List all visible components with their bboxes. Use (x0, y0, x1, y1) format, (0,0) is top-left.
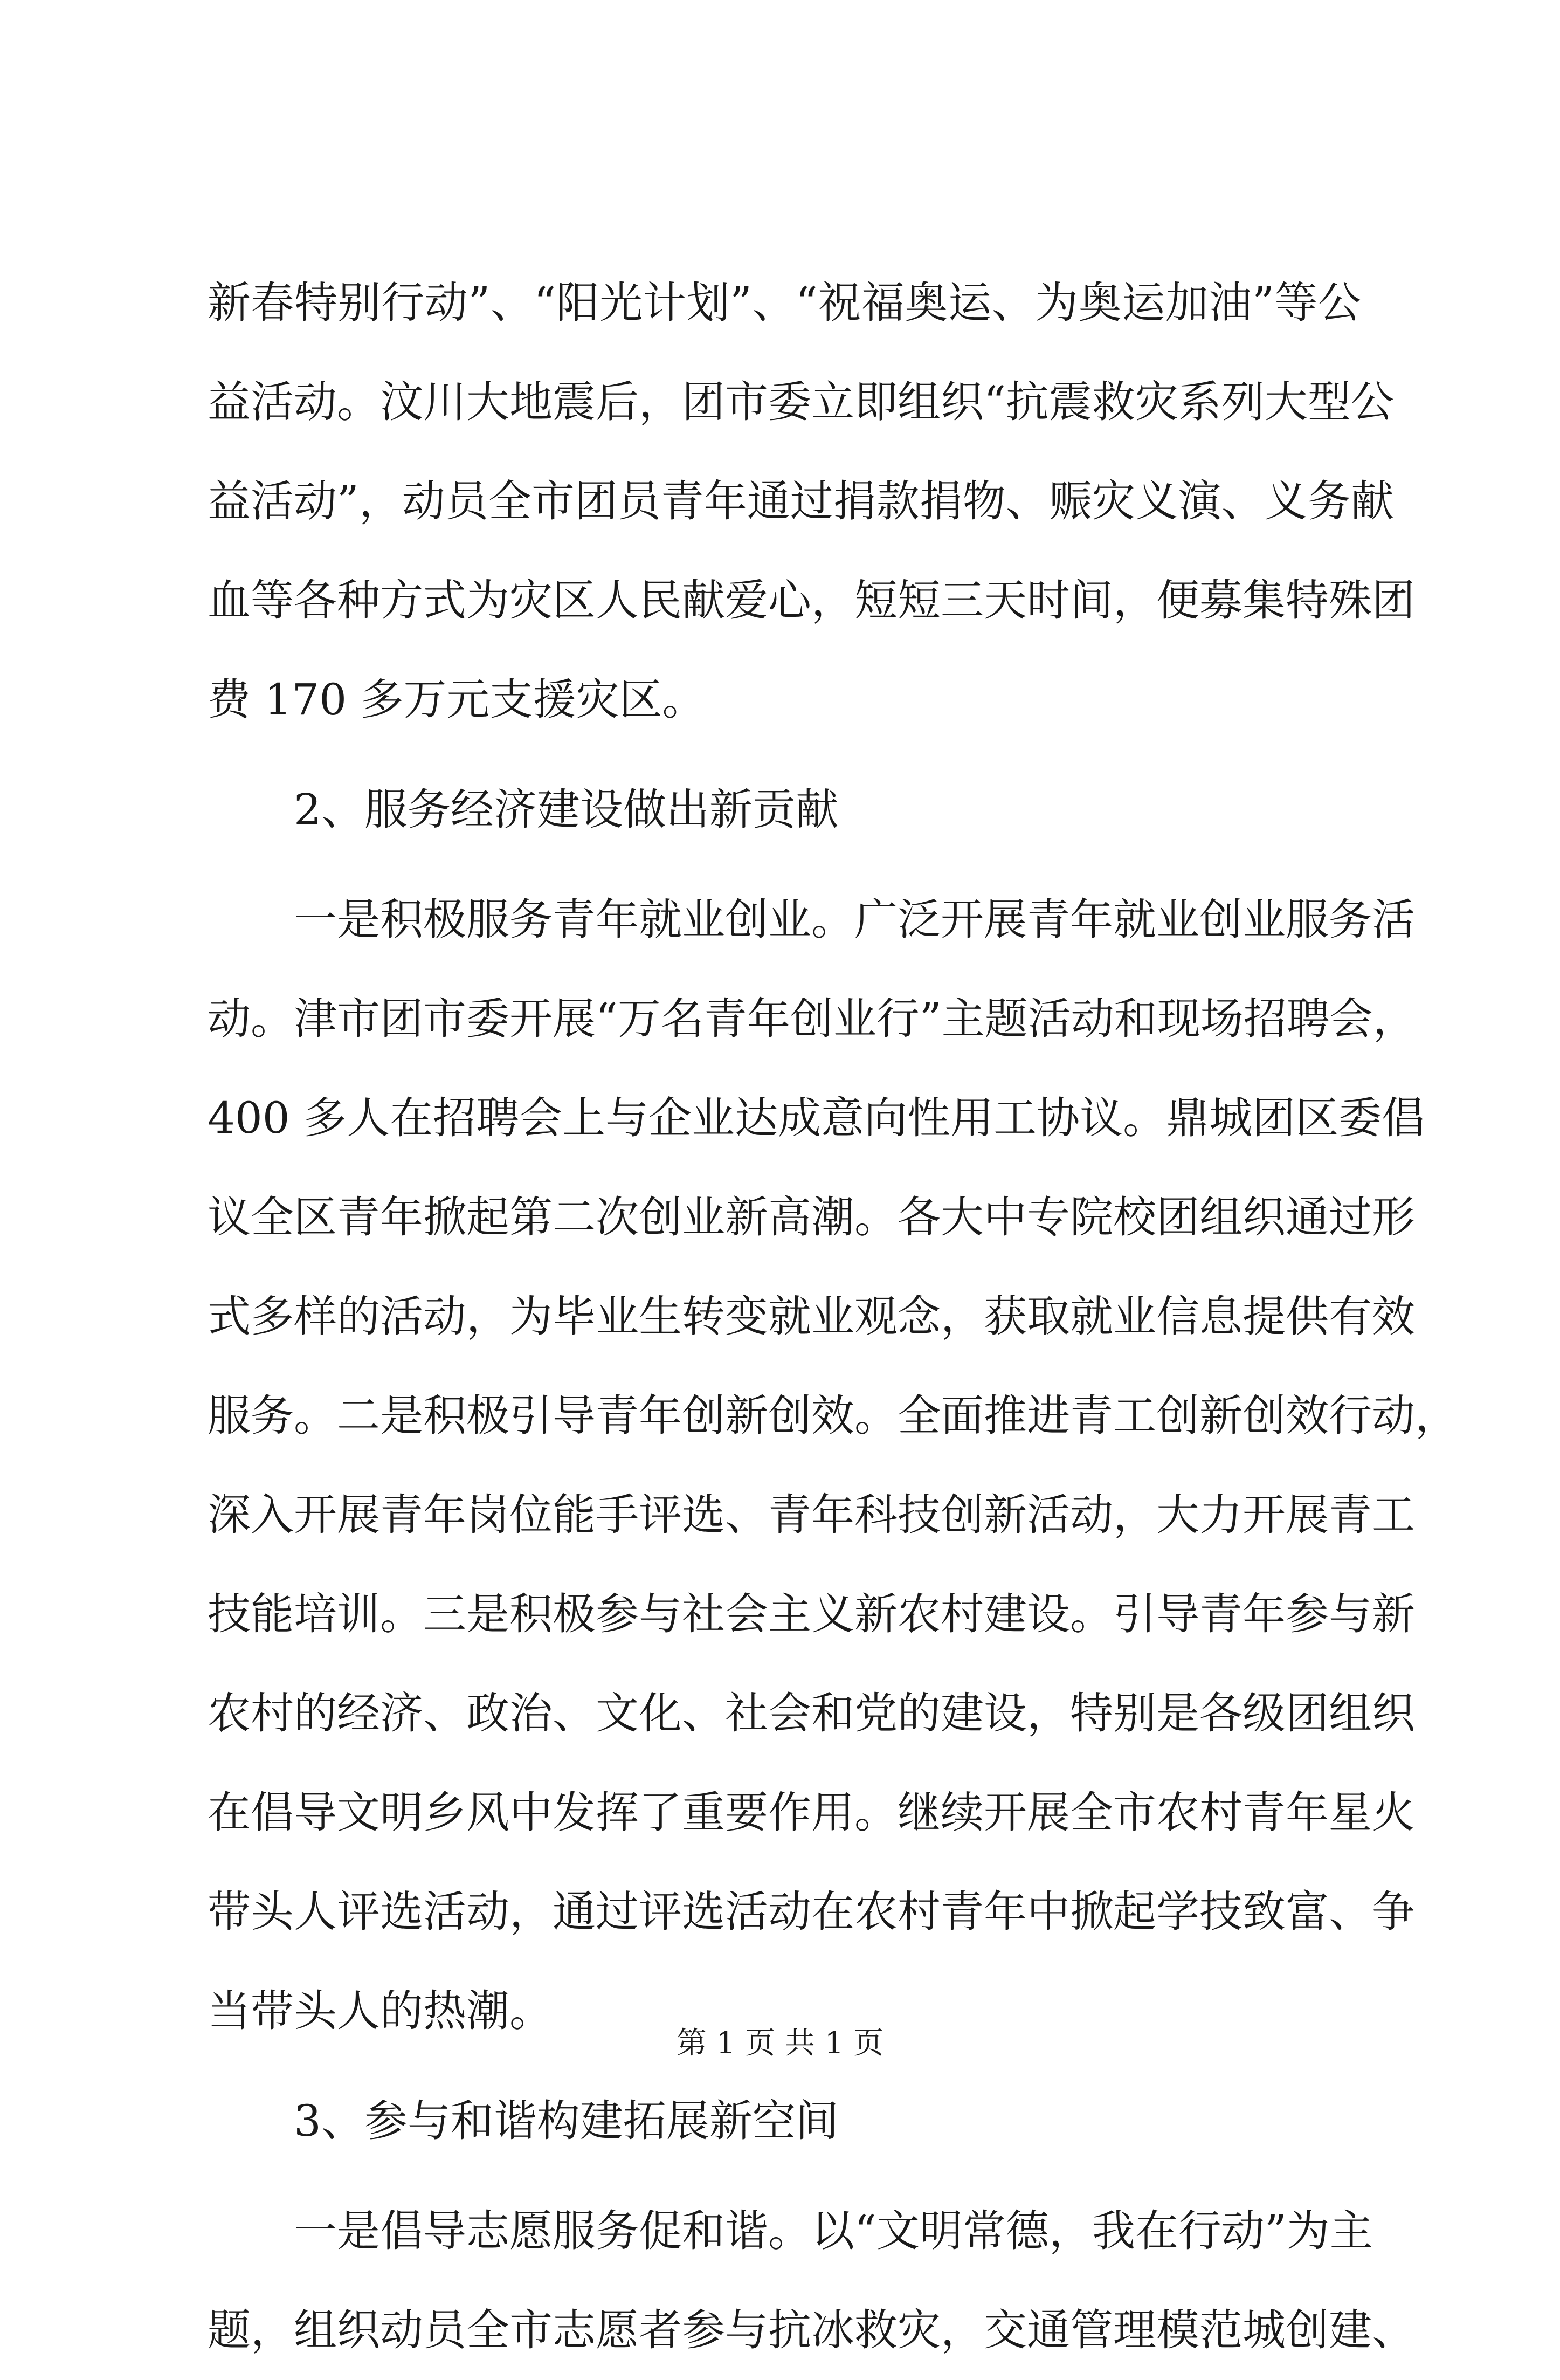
paragraph-line: 在倡导文明乡风中发挥了重要作用。继续开展全市农村青年星火 (208, 1787, 1415, 1838)
paragraph-line: 新春特别行动”、“阳光计划”、“祝福奥运、为奥运加油”等公 (208, 278, 1361, 328)
paragraph-line: 式多样的活动，为毕业生转变就业观念，获取就业信息提供有效 (208, 1291, 1415, 1342)
paragraph-line: 益活动”，动员全市团员青年通过捐款捐物、赈灾义演、义务献 (208, 476, 1394, 526)
paragraph-line: 血等各种方式为灾区人民献爱心，短短三天时间，便募集特殊团 (208, 575, 1415, 625)
paragraph-line: 服务。二是积极引导青年创新创效。全面推进青工创新创效行动， (208, 1391, 1458, 1441)
paragraph-line: 技能培训。三是积极参与社会主义新农村建设。引导青年参与新 (208, 1589, 1415, 1639)
paragraph-line: 动。津市团市委开展“万名青年创业行”主题活动和现场招聘会， (208, 994, 1416, 1044)
paragraph-line: 农村的经济、政治、文化、社会和党的建设，特别是各级团组织 (208, 1688, 1415, 1738)
paragraph-line: 题，组织动员全市志愿者参与抗冰救灾，交通管理模范城创建、 (208, 2305, 1415, 2355)
paragraph-line: 深入开展青年岗位能手评选、青年科技创新活动，大力开展青工 (208, 1490, 1415, 1540)
paragraph-line: 费 170 多万元支援灾区。 (208, 675, 706, 725)
section-heading: 2、服务经济建设做出新贡献 (294, 785, 839, 835)
section-heading: 3、参与和谐构建拓展新空间 (294, 2096, 839, 2146)
paragraph-line: 当带头人的热潮。 (208, 1986, 553, 2036)
paragraph-line: 益活动。汶川大地震后，团市委立即组织“抗震救灾系列大型公 (208, 377, 1394, 427)
paragraph-line: 议全区青年掀起第二次创业新高潮。各大中专院校团组织通过形 (208, 1192, 1415, 1242)
paragraph-line: 一是积极服务青年就业创业。广泛开展青年就业创业服务活 (294, 895, 1415, 945)
paragraph-line: 400 多人在招聘会上与企业达成意向性用工协议。鼎城团区委倡 (208, 1093, 1425, 1143)
paragraph-line: 一是倡导志愿服务促和谐。以“文明常德，我在行动”为主 (294, 2206, 1373, 2256)
page-footer: 第 1 页 共 1 页 (676, 2026, 884, 2061)
paragraph-line: 带头人评选活动，通过评选活动在农村青年中掀起学技致富、争 (208, 1887, 1415, 1937)
